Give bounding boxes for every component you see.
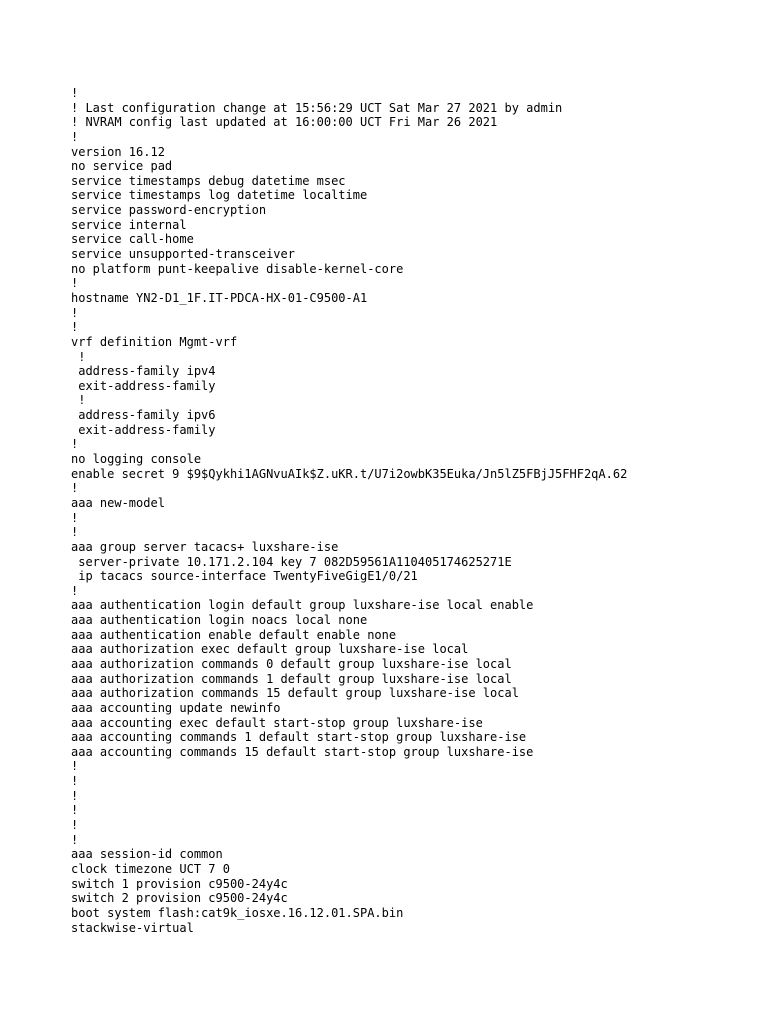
config-line: ! xyxy=(71,774,79,789)
config-line: clock timezone UCT 7 0 xyxy=(71,861,230,876)
config-line: ! xyxy=(71,803,79,818)
config-line: ! xyxy=(71,320,79,335)
config-line: boot system flash:cat9k_iosxe.16.12.01.SPA.bin xyxy=(71,905,404,920)
config-line: aaa authorization commands 15 default group luxshare-ise local xyxy=(71,686,519,701)
config-line: ! xyxy=(71,437,79,452)
config-line: ! xyxy=(71,349,86,364)
config-line: service internal xyxy=(71,217,187,232)
config-line: enable secret 9 $9$Qykhi1AGNvuAIk$Z.uKR.t/U7i2owbK35Euka/Jn5lZ5FBjJ5FHF2qA.62 xyxy=(71,466,628,481)
config-line: ! xyxy=(71,481,79,496)
config-line: ! xyxy=(71,788,79,803)
config-line: address-family ipv4 xyxy=(71,364,216,379)
config-line: aaa authentication login noacs local none xyxy=(71,613,368,628)
config-line: ! xyxy=(71,393,86,408)
config-line: vrf definition Mgmt-vrf xyxy=(71,334,238,349)
config-line: address-family ipv6 xyxy=(71,408,216,423)
config-line: stackwise-virtual xyxy=(71,920,194,935)
config-line: service password-encryption xyxy=(71,203,267,218)
config-line: ! Last configuration change at 15:56:29 UCT Sat Mar 27 2021 by admin xyxy=(71,100,563,115)
config-line: ! xyxy=(71,832,79,847)
config-line: aaa authentication login default group luxshare-ise local enable xyxy=(71,598,534,613)
config-line: service timestamps debug datetime msec xyxy=(71,173,346,188)
config-line: hostname YN2-D1_1F.IT-PDCA-HX-01-C9500-A1 xyxy=(71,290,368,305)
config-line: exit-address-family xyxy=(71,422,216,437)
config-line: switch 2 provision c9500-24y4c xyxy=(71,891,288,906)
config-line: ! xyxy=(71,525,79,540)
config-line: ! xyxy=(71,129,79,144)
config-line: exit-address-family xyxy=(71,378,216,393)
config-line: aaa new-model xyxy=(71,495,165,510)
config-line: ! xyxy=(71,86,79,100)
config-line: ! xyxy=(71,818,79,833)
config-document xyxy=(71,86,768,935)
config-line: aaa accounting commands 15 default start-stop group luxshare-ise xyxy=(71,744,534,759)
config-line: ! NVRAM config last updated at 16:00:00 UCT Fri Mar 26 2021 xyxy=(71,115,498,130)
config-line: no logging console xyxy=(71,452,202,467)
config-line: service unsupported-transceiver xyxy=(71,247,295,262)
config-line: aaa authorization commands 1 default group luxshare-ise local xyxy=(71,671,512,686)
config-line: ! xyxy=(71,759,79,774)
config-line: aaa accounting exec default start-stop group luxshare-ise xyxy=(71,715,483,730)
config-line: aaa authorization commands 0 default group luxshare-ise local xyxy=(71,656,512,671)
config-line: version 16.12 xyxy=(71,144,165,159)
config-line: ! xyxy=(71,583,79,598)
config-line: aaa authentication enable default enable none xyxy=(71,627,397,642)
config-line: ip tacacs source-interface TwentyFiveGigE1/0/21 xyxy=(71,569,418,584)
config-line: aaa session-id common xyxy=(71,847,223,862)
config-line: no service pad xyxy=(71,159,173,174)
config-line: server-private 10.171.2.104 key 7 082D59561A110405174625271E xyxy=(71,554,512,569)
config-line: switch 1 provision c9500-24y4c xyxy=(71,876,288,891)
config-line: aaa accounting commands 1 default start-stop group luxshare-ise xyxy=(71,730,527,745)
config-line: aaa authorization exec default group luxshare-ise local xyxy=(71,642,469,657)
config-line: aaa accounting update newinfo xyxy=(71,700,281,715)
config-line: service timestamps log datetime localtime xyxy=(71,188,368,203)
config-line: service call-home xyxy=(71,232,194,247)
config-line: no platform punt-keepalive disable-kernel-core xyxy=(71,261,404,276)
config-line: ! xyxy=(71,510,79,525)
config-line: ! xyxy=(71,276,79,291)
config-line: ! xyxy=(71,305,79,320)
config-line: aaa group server tacacs+ luxshare-ise xyxy=(71,539,339,554)
